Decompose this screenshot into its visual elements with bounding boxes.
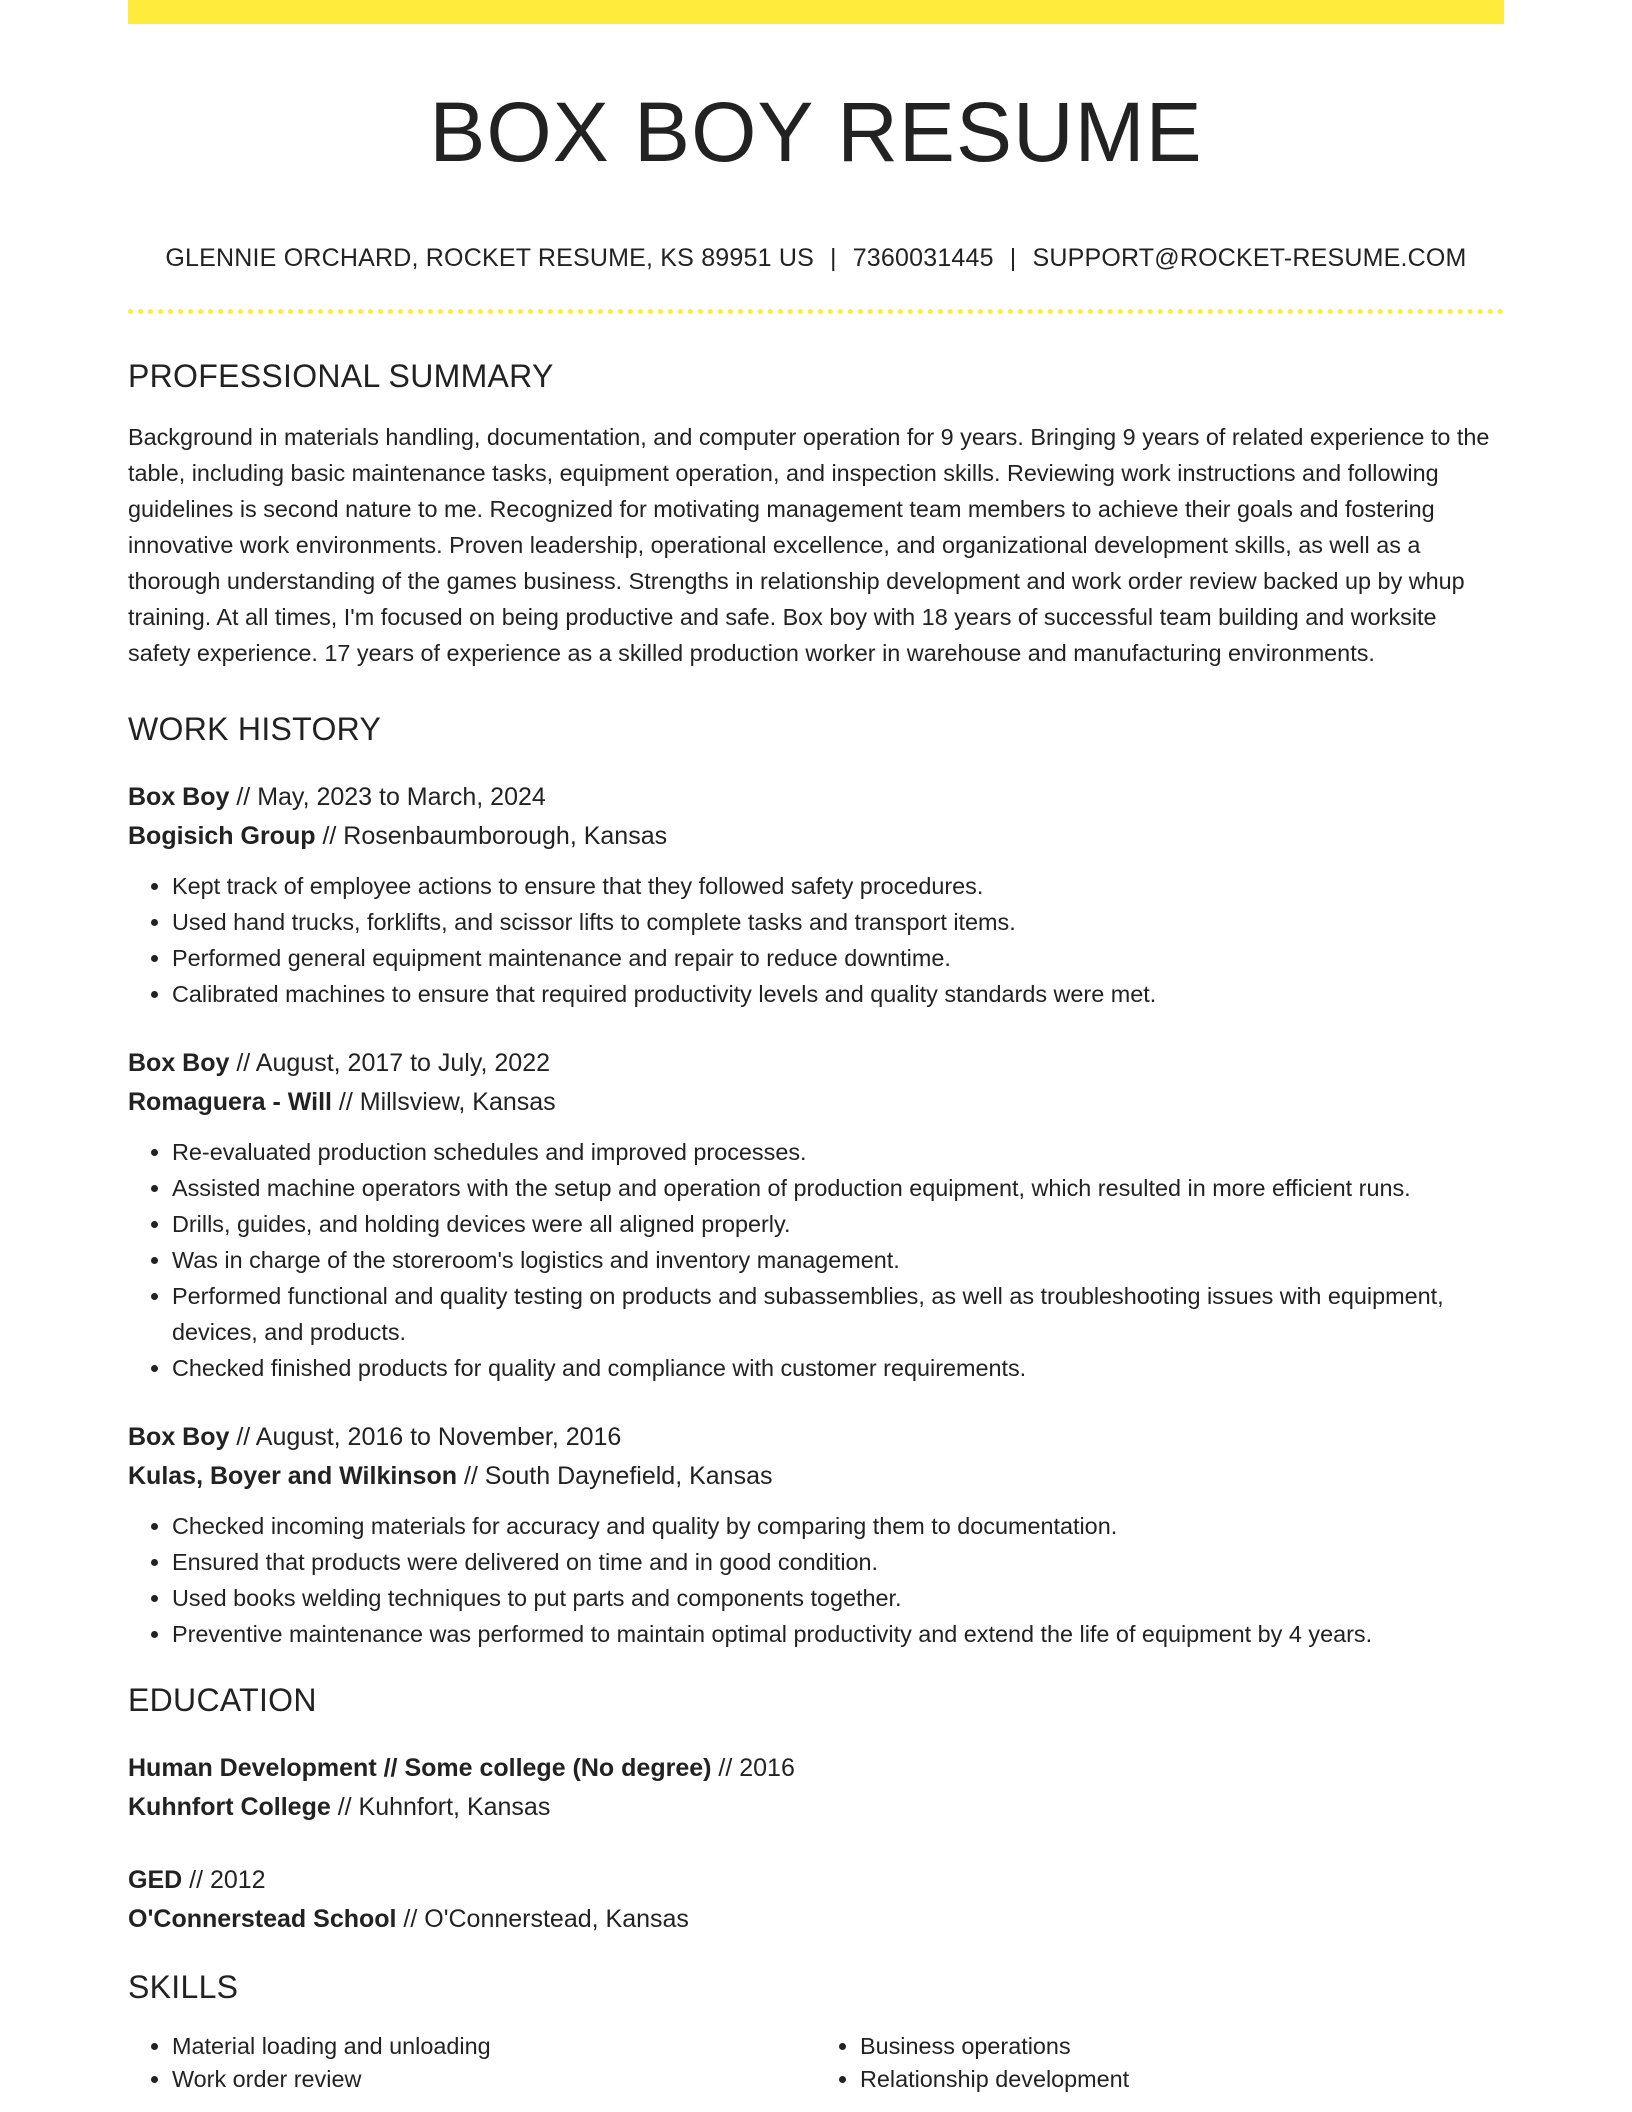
- list-item: • Material loading and unloading: [172, 2030, 816, 2063]
- education-school-line: [128, 1900, 1504, 1939]
- job-dates: // May, 2023 to March, 2024: [229, 783, 546, 812]
- list-item: • Checked incoming materials for accuracy and quality by comparing them to documentation.: [172, 1508, 1504, 1544]
- education-degree: GED: [128, 1866, 183, 1895]
- list-item: • Calibrated machines to ensure that required productivity levels and quality standards were met.: [172, 976, 1504, 1012]
- job-company: Kulas, Boyer and Wilkinson: [128, 1462, 458, 1491]
- job-company-line: [128, 817, 1504, 856]
- list-item: • Used books welding techniques to put parts and components together.: [172, 1580, 1504, 1616]
- skills-column-left: [128, 2030, 816, 2096]
- list-item: • Performed functional and quality testing on products and subassemblies, as well as troubleshooting issues with equipment, devices, and products.: [172, 1278, 1504, 1350]
- list-item: • Checked finished products for quality and compliance with customer requirements.: [172, 1350, 1504, 1386]
- list-item: • Used hand trucks, forklifts, and scissor lifts to complete tasks and transport items.: [172, 904, 1504, 940]
- work-history-heading: WORK HISTORY: [128, 711, 382, 748]
- education-school: Kuhnfort College: [128, 1793, 331, 1822]
- top-accent-bar: [128, 0, 1504, 24]
- job-role: Box Boy: [128, 783, 230, 812]
- job-location: // Rosenbaumborough, Kansas: [315, 822, 668, 851]
- work-history-list: [128, 778, 1504, 1652]
- job-role-line: [128, 1418, 1504, 1457]
- job-bullets: [128, 1508, 1504, 1652]
- education-school: O'Connerstead School: [128, 1905, 397, 1934]
- job-company: Bogisich Group: [128, 822, 316, 851]
- list-item: • Performed general equipment maintenance and repair to reduce downtime.: [172, 940, 1504, 976]
- list-item: • Ensured that products were delivered on time and in good condition.: [172, 1544, 1504, 1580]
- dotted-divider: [128, 309, 1504, 314]
- list-item: • Drills, guides, and holding devices were all aligned properly.: [172, 1206, 1504, 1242]
- contact-separator: |: [1009, 244, 1017, 273]
- list-item: • Business operations: [860, 2030, 1504, 2063]
- summary-heading: PROFESSIONAL SUMMARY: [128, 358, 554, 395]
- education-school-line: [128, 1788, 1504, 1827]
- job-entry: [128, 1418, 1504, 1652]
- education-degree: Human Development // Some college (No degree): [128, 1754, 712, 1783]
- summary-text: Background in materials handling, documentation, and computer operation for 9 years. Bringing 9 years of related experience to the table, including basic maintenance tasks, equipment operation, and inspection skills. Reviewing work instructions and following guidelines is second nature to me. Recognized for motivating management team members to achieve their goals and fostering innovative work environments. Proven leadership, operational excellence, and organizational development skills, as well as a thorough understanding of the games business. Strengths in relationship development and work order review backed up by whup training. At all times, I'm focused on being productive and safe. Box boy with 18 years of successful team building and worksite safety experience. 17 years of experience as a skilled production worker in warehouse and manufacturing environments.: [128, 424, 1490, 667]
- job-company-line: [128, 1083, 1504, 1122]
- contact-address: GLENNIE ORCHARD, ROCKET RESUME, KS 89951 US: [165, 244, 814, 273]
- skills-grid: [128, 2030, 1504, 2096]
- job-company-line: [128, 1457, 1504, 1496]
- contact-phone: 7360031445: [852, 244, 994, 273]
- resume-title: BOX BOY RESUME: [429, 85, 1203, 179]
- list-item: • Assisted machine operators with the setup and operation of production equipment, which resulted in more efficient runs.: [172, 1170, 1504, 1206]
- education-year: // 2012: [182, 1866, 266, 1895]
- list-item: • Kept track of employee actions to ensure that they followed safety procedures.: [172, 868, 1504, 904]
- education-entry: [128, 1861, 1504, 1939]
- job-role: Box Boy: [128, 1423, 230, 1452]
- education-entry: [128, 1749, 1504, 1827]
- education-degree-line: [128, 1749, 1504, 1788]
- list-item: • Re-evaluated production schedules and improved processes.: [172, 1134, 1504, 1170]
- list-item: • Preventive maintenance was performed to maintain optimal productivity and extend the life of equipment by 4 years.: [172, 1616, 1504, 1652]
- job-location: // Millsview, Kansas: [331, 1088, 556, 1117]
- job-bullets: [128, 868, 1504, 1012]
- job-dates: // August, 2017 to July, 2022: [229, 1049, 550, 1078]
- list-item: • Relationship development: [860, 2063, 1504, 2096]
- job-entry: [128, 778, 1504, 1012]
- education-location: // Kuhnfort, Kansas: [330, 1793, 551, 1822]
- job-role-line: [128, 1044, 1504, 1083]
- job-location: // South Daynefield, Kansas: [457, 1462, 773, 1491]
- education-heading: EDUCATION: [128, 1682, 317, 1719]
- education-year: // 2016: [711, 1754, 795, 1783]
- skills-heading: SKILLS: [128, 1969, 239, 2006]
- job-role-line: [128, 778, 1504, 817]
- job-company: Romaguera - Will: [128, 1088, 332, 1117]
- contact-separator: |: [830, 244, 837, 273]
- resume-page: [128, 0, 1504, 2096]
- job-bullets: [128, 1134, 1504, 1386]
- list-item: • Work order review: [172, 2063, 816, 2096]
- education-degree-line: [128, 1861, 1504, 1900]
- job-entry: [128, 1044, 1504, 1386]
- job-dates: // August, 2016 to November, 2016: [229, 1423, 622, 1452]
- contact-line: [128, 244, 1504, 273]
- education-location: // O'Connerstead, Kansas: [396, 1905, 689, 1934]
- skills-column-right: [816, 2030, 1504, 2096]
- job-role: Box Boy: [128, 1049, 230, 1078]
- contact-email: SUPPORT@ROCKET-RESUME.COM: [1032, 244, 1467, 273]
- list-item: • Was in charge of the storeroom's logistics and inventory management.: [172, 1242, 1504, 1278]
